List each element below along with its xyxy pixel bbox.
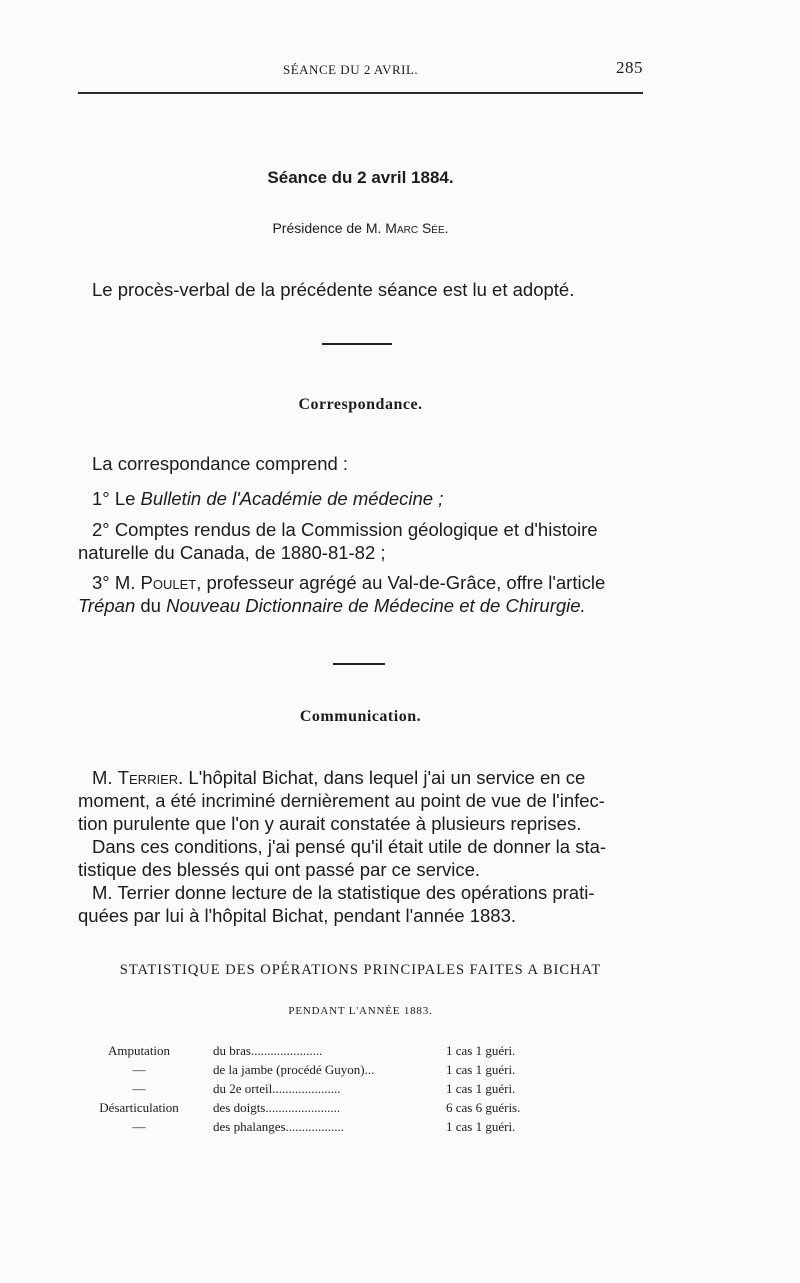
statistique-heading: STATISTIQUE DES OPÉRATIONS PRINCIPALES FAITES A BICHAT [119,962,602,978]
row-label: — [132,1119,146,1134]
row-operation: des doigts....................... [213,1100,341,1115]
item-1-text: Le [114,488,136,509]
communication-p1-line-1-rest: L'hôpital Bichat, dans lequel j'ai un service en ce [188,767,586,788]
table-row [78,1100,643,1119]
communication-paragraph-1 [78,766,643,835]
communication-p2-line-1: Dans ces conditions, j'ai pensé qu'il était utile de donner la sta- [92,836,607,857]
row-label: Amputation [107,1043,171,1058]
communication-p1-line-2: moment, a été incriminé dernièrement au point de vue de l'infec- [78,790,605,811]
correspondance-item-3 [78,571,643,617]
presidence-prefix: Présidence de M. [272,220,382,236]
speaker-name: Terrier. [117,767,184,788]
item-1-number: 1° [92,488,110,509]
row-result: 1 cas 1 guéri. [446,1119,516,1134]
table-row [78,1119,643,1138]
running-head [78,58,643,78]
correspondance-intro: La correspondance comprend : [92,453,349,474]
row-label: — [132,1081,146,1096]
item-3-line-1 [78,571,643,594]
row-operation: du 2e orteil..................... [213,1081,341,1096]
statistique-subheading: PENDANT L'ANNÉE 1883. [288,1005,433,1017]
item-2-line-1: 2° Comptes rendus de la Commission géologique et d'histoire [92,519,598,540]
row-operation: du bras...................... [213,1043,323,1058]
row-label: — [132,1062,146,1077]
proces-verbal-line: Le procès-verbal de la précédente séance est lu et adopté. [92,279,575,300]
row-result: 1 cas 1 guéri. [446,1043,516,1058]
row-result: 1 cas 1 guéri. [446,1062,516,1077]
table-row [78,1081,643,1100]
row-result: 1 cas 1 guéri. [446,1081,516,1096]
communication-p1-line-3: tion purulente que l'on y aurait constatée à plusieurs reprises. [78,813,582,834]
correspondance-heading: Correspondance. [298,396,423,413]
communication-p2-line-2: tistique des blessés qui ont passé par ce service. [78,859,481,880]
row-label: Désarticulation [99,1100,179,1115]
presidence-line [78,220,643,236]
item-3-number: 3° M. [92,572,136,593]
item-3-title-1: Trépan [78,595,136,616]
correspondance-item-2 [78,518,643,564]
communication-p1-line-1 [78,766,643,789]
table-row [78,1043,643,1062]
seance-title: Séance du 2 avril 1884. [267,168,454,187]
correspondance-item-1 [78,487,643,510]
president-name: Marc Sée. [385,220,449,236]
communication-p3-line-1: M. Terrier donne lecture de la statistique des opérations prati- [92,882,595,903]
item-3-name: Poulet, [140,572,202,593]
proces-verbal-paragraph [78,278,643,301]
correspondance-intro-paragraph [78,452,643,475]
item-1-title: Bulletin de l'Académie de médecine ; [140,488,444,509]
item-3-title-2: Nouveau Dictionnaire de Médecine et de Chirurgie. [166,595,586,616]
row-operation: des phalanges.................. [213,1119,345,1134]
header-rule [78,92,643,94]
row-operation: de la jambe (procédé Guyon)... [213,1062,375,1077]
communication-p3-line-2: quées par lui à l'hôpital Bichat, pendant l'année 1883. [78,905,517,926]
statistique-table [78,1043,643,1138]
section-divider [322,343,392,345]
row-result: 6 cas 6 guéris. [446,1100,521,1115]
item-3-mid: du [140,595,161,616]
item-1-line [78,487,643,510]
item-2-line-2: naturelle du Canada, de 1880-81-82 ; [78,542,386,563]
communication-heading: Communication. [299,708,422,725]
item-3-line-2 [78,594,643,617]
item-3-line-1-rest: professeur agrégé au Val-de-Grâce, offre l'article [206,572,606,593]
page-number: 285 [616,58,643,77]
communication-paragraph-2 [78,835,643,881]
section-divider-2 [333,663,385,665]
table-row [78,1062,643,1081]
running-head-title: SÉANCE DU 2 AVRIL. [283,62,419,77]
speaker-prefix: M. [92,767,113,788]
communication-paragraph-3 [78,881,643,927]
